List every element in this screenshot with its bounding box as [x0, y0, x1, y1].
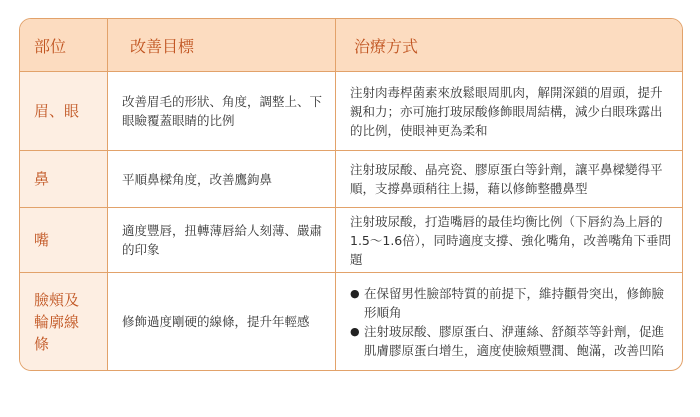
row-method: 注射玻尿酸、晶亮瓷、膠原蛋白等針劑，讓平鼻樑變得平順，支撐鼻頭稍往上揚，藉以修飾整體鼻型: [336, 151, 682, 208]
row-part: 臉頰及輪廓線條: [20, 273, 108, 370]
row-aim: 平順鼻樑角度，改善鷹鉤鼻: [108, 151, 336, 208]
row-method: 注射玻尿酸，打造嘴唇的最佳均衡比例（下唇約為上唇的1.5～1.6倍），同時適度支撐、強化嘴角，改善嘴角下垂問題: [336, 208, 682, 273]
row-method: [336, 273, 682, 370]
method-bullet-list: [350, 284, 672, 360]
treatment-table: [19, 18, 683, 371]
row-part: 嘴: [20, 208, 108, 273]
row-method: 注射肉毒桿菌素來放鬆眼周肌肉，解開深鎖的眉頭，提升親和力；亦可施打玻尿酸修飾眼周結構，減少白眼珠露出的比例，使眼神更為柔和: [336, 72, 682, 151]
table-row: [20, 208, 682, 273]
header-part: 部位: [20, 19, 108, 72]
method-bullet-item: ● 在保留男性臉部特質的前提下，維持顴骨突出，修飾臉形順角: [350, 284, 672, 322]
header-aim: 改善目標: [108, 19, 336, 72]
header-method: 治療方式: [336, 19, 682, 72]
row-aim: 適度豐唇，扭轉薄唇給人刻薄、嚴肅的印象: [108, 208, 336, 273]
row-part: 鼻: [20, 151, 108, 208]
method-bullet-item: ● 注射玻尿酸、膠原蛋白、洢蓮絲、舒顏萃等針劑，促進肌膚膠原蛋白增生，適度使臉頰豐潤、飽滿，改善凹陷: [350, 322, 672, 360]
row-aim: 改善眉毛的形狀、角度，調整上、下眼瞼覆蓋眼睛的比例: [108, 72, 336, 151]
table-header-row: [20, 19, 682, 72]
row-part: 眉、眼: [20, 72, 108, 151]
table-row: [20, 273, 682, 370]
row-aim: 修飾過度剛硬的線條，提升年輕感: [108, 273, 336, 370]
table-row: [20, 72, 682, 151]
table-row: [20, 151, 682, 208]
treatment-table-container: [19, 18, 681, 399]
